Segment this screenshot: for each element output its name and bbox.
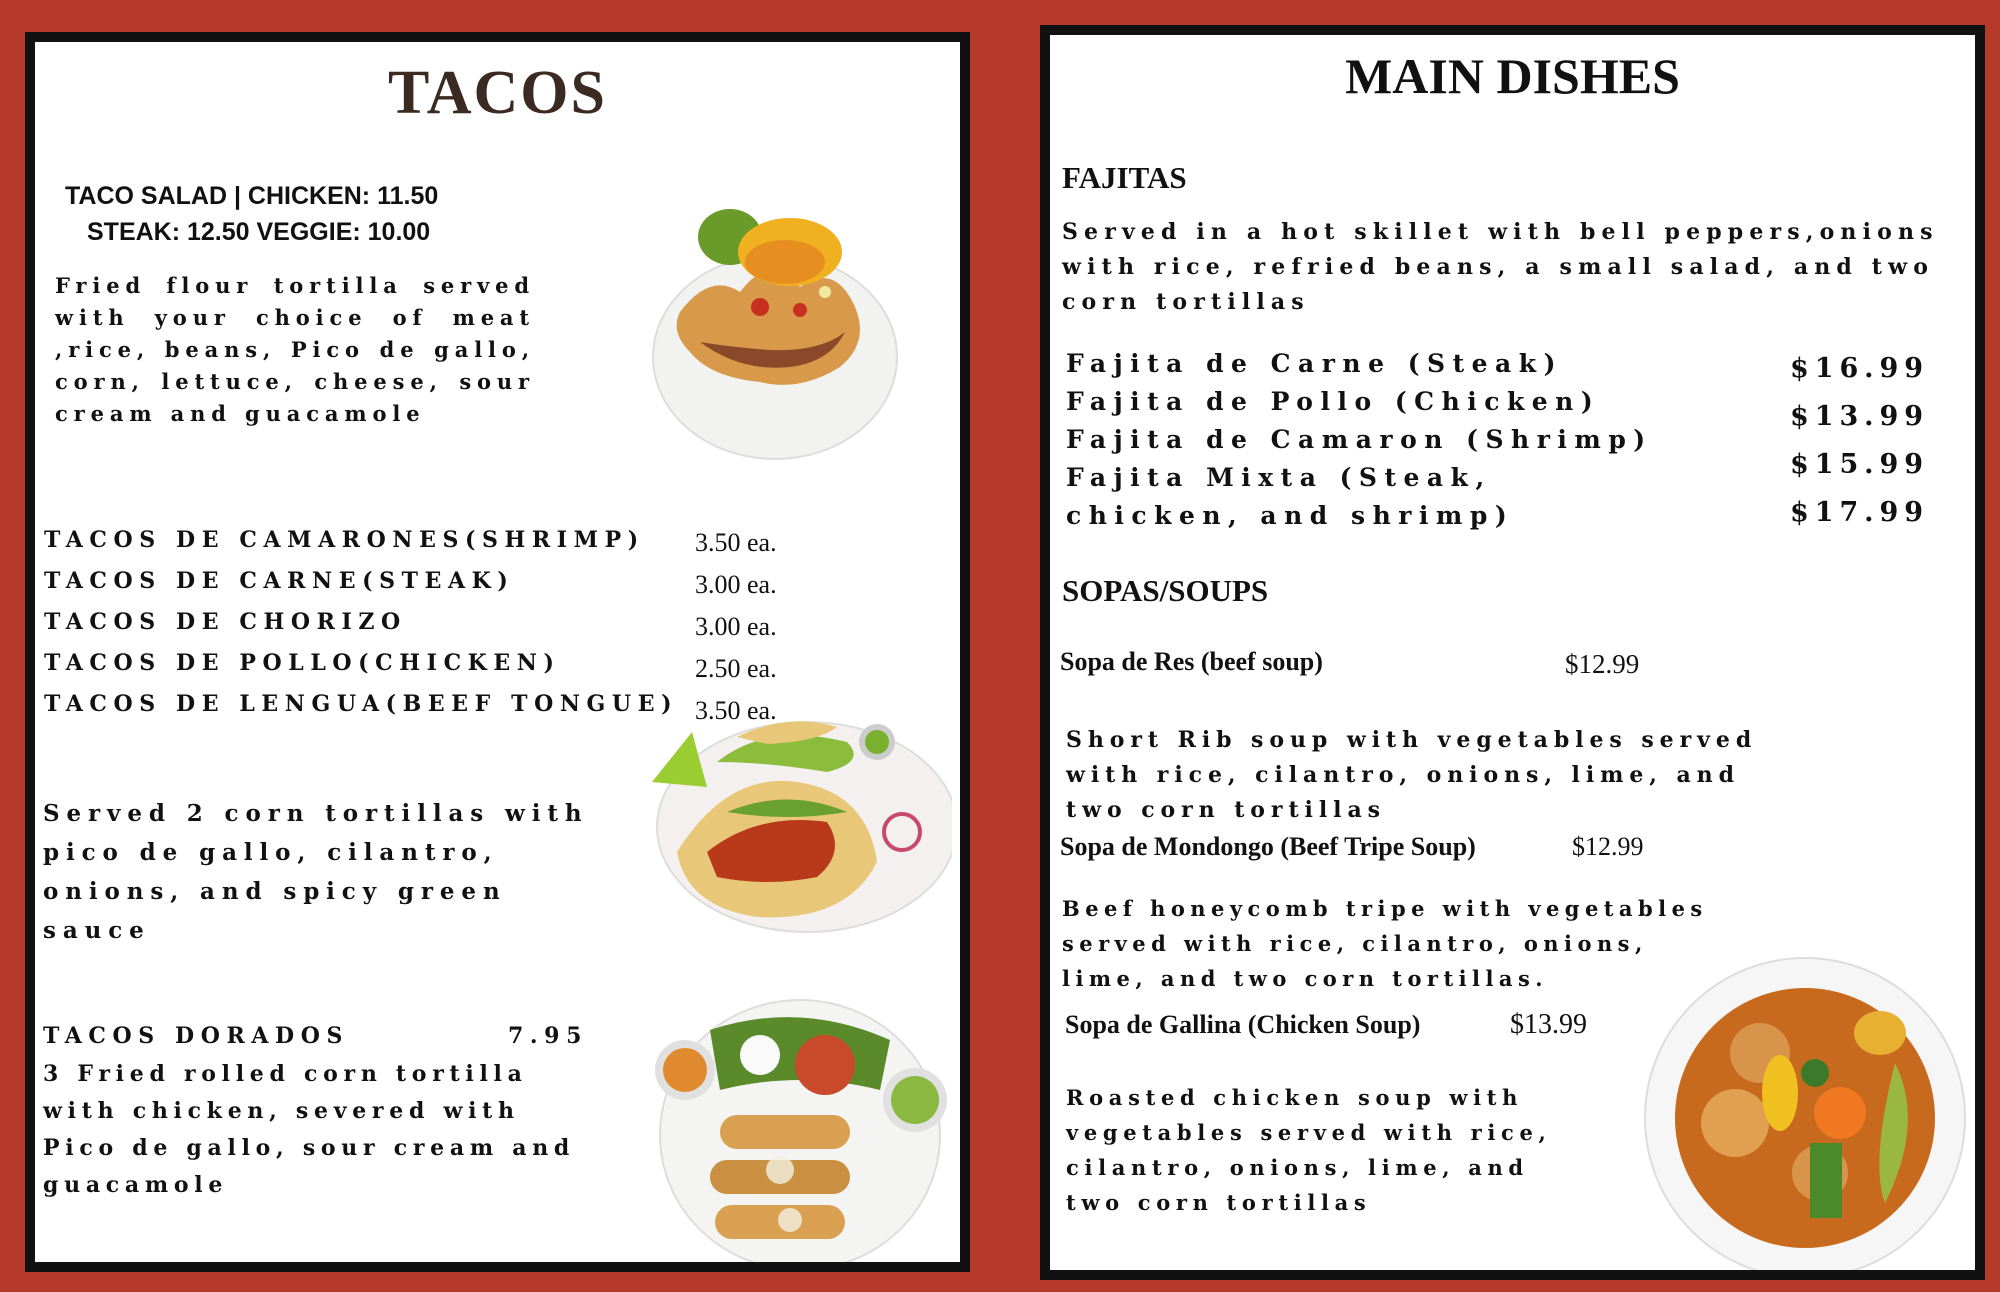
tacos-dorados-description: 3 Fried rolled corn tortilla with chicken, severed with Pico de gallo, sour cream and guacamole <box>43 1061 576 1198</box>
taco-item-tongue: TACOS DE LENGUA(BEEF TONGUE) <box>44 691 679 717</box>
taco-salad-line2: STEAK: 12.50 VEGGIE: 10.00 <box>87 218 431 246</box>
taco-salad-line1: TACO SALAD | CHICKEN: 11.50 <box>65 182 439 210</box>
fajita-price-camaron: $15.99 <box>1790 449 1929 480</box>
taco-salad-description: Fried flour tortilla served with your choice of meat ,rice, beans, Pico de gallo, corn, lettuce, cheese, sour cream and guacamole <box>55 273 535 426</box>
tacos-title: TACOS <box>387 59 607 127</box>
main-dishes-title: MAIN DISHES <box>1345 48 1680 104</box>
tacos-description: Served 2 corn tortillas with pico de gallo, cilantro, onions, and spicy green sauce <box>43 800 589 944</box>
fajita-item-carne: Fajita de Carne (Steak) <box>1066 349 1563 378</box>
fajitas-description: Served in a hot skillet with bell peppers,onions with rice, refried beans, a small salad, and two corn tortillas <box>1062 219 1939 315</box>
soup-res-price: $12.99 <box>1565 649 1640 679</box>
taco-price-tongue: 3.50 ea. <box>695 696 777 725</box>
taco-item-steak: TACOS DE CARNE(STEAK) <box>44 568 515 594</box>
taco-salad-photo-icon <box>650 192 910 462</box>
soup-bowl-photo-icon <box>1640 953 1975 1280</box>
taco-price-list <box>695 522 777 732</box>
soup-mondongo-price: $12.99 <box>1572 832 1644 861</box>
soup-gallina-description: Roasted chicken soup with vegetables served with rice, cilantro, onions, lime, and two corn tortillas <box>1066 1085 1552 1215</box>
fajita-item-pollo: Fajita de Pollo (Chicken) <box>1066 387 1601 416</box>
tacos-dorados-photo-icon <box>650 990 950 1272</box>
tacos-panel <box>25 32 970 1272</box>
fajita-price-pollo: $13.99 <box>1790 401 1929 432</box>
main-dishes-panel <box>1040 25 1985 1280</box>
fajita-item-camaron: Fajita de Camaron (Shrimp) <box>1066 425 1653 454</box>
taco-item-chicken: TACOS DE POLLO(CHICKEN) <box>44 650 561 676</box>
soups-heading: SOPAS/SOUPS <box>1062 573 1269 608</box>
street-tacos-photo-icon <box>647 702 952 937</box>
taco-price-steak: 3.00 ea. <box>695 570 777 599</box>
taco-price-chorizo: 3.00 ea. <box>695 612 777 641</box>
soup-gallina-price: $13.99 <box>1510 1009 1587 1040</box>
soup-mondongo-name: Sopa de Mondongo (Beef Tripe Soup) <box>1060 832 1476 861</box>
soup-res-description: Short Rib soup with vegetables served with rice, cilantro, onions, lime, and two corn tortillas <box>1066 727 1758 823</box>
soup-mondongo-description: Beef honeycomb tripe with vegetables served with rice, cilantro, onions, lime, and two corn tortillas. <box>1062 896 1708 991</box>
soup-res-name: Sopa de Res (beef soup) <box>1060 647 1323 676</box>
taco-price-chicken: 2.50 ea. <box>695 654 777 683</box>
fajita-list <box>1066 345 1676 535</box>
taco-list <box>44 520 678 725</box>
soup-gallina-name: Sopa de Gallina (Chicken Soup) <box>1065 1010 1421 1039</box>
fajita-price-carne: $16.99 <box>1790 353 1929 384</box>
taco-item-chorizo: TACOS DE CHORIZO <box>44 609 407 635</box>
tacos-dorados-price: 7.95 <box>508 1023 588 1049</box>
fajitas-heading: FAJITAS <box>1062 160 1187 195</box>
taco-price-shrimp: 3.50 ea. <box>695 528 777 557</box>
fajita-price-mixta: $17.99 <box>1790 497 1929 528</box>
fajita-price-list <box>1790 345 1929 537</box>
fajita-item-mixta: Fajita Mixta (Steak, chicken, and shrimp) <box>1066 463 1515 530</box>
tacos-dorados-name: TACOS DORADOS <box>43 1023 349 1049</box>
taco-item-shrimp: TACOS DE CAMARONES(SHRIMP) <box>44 527 645 553</box>
